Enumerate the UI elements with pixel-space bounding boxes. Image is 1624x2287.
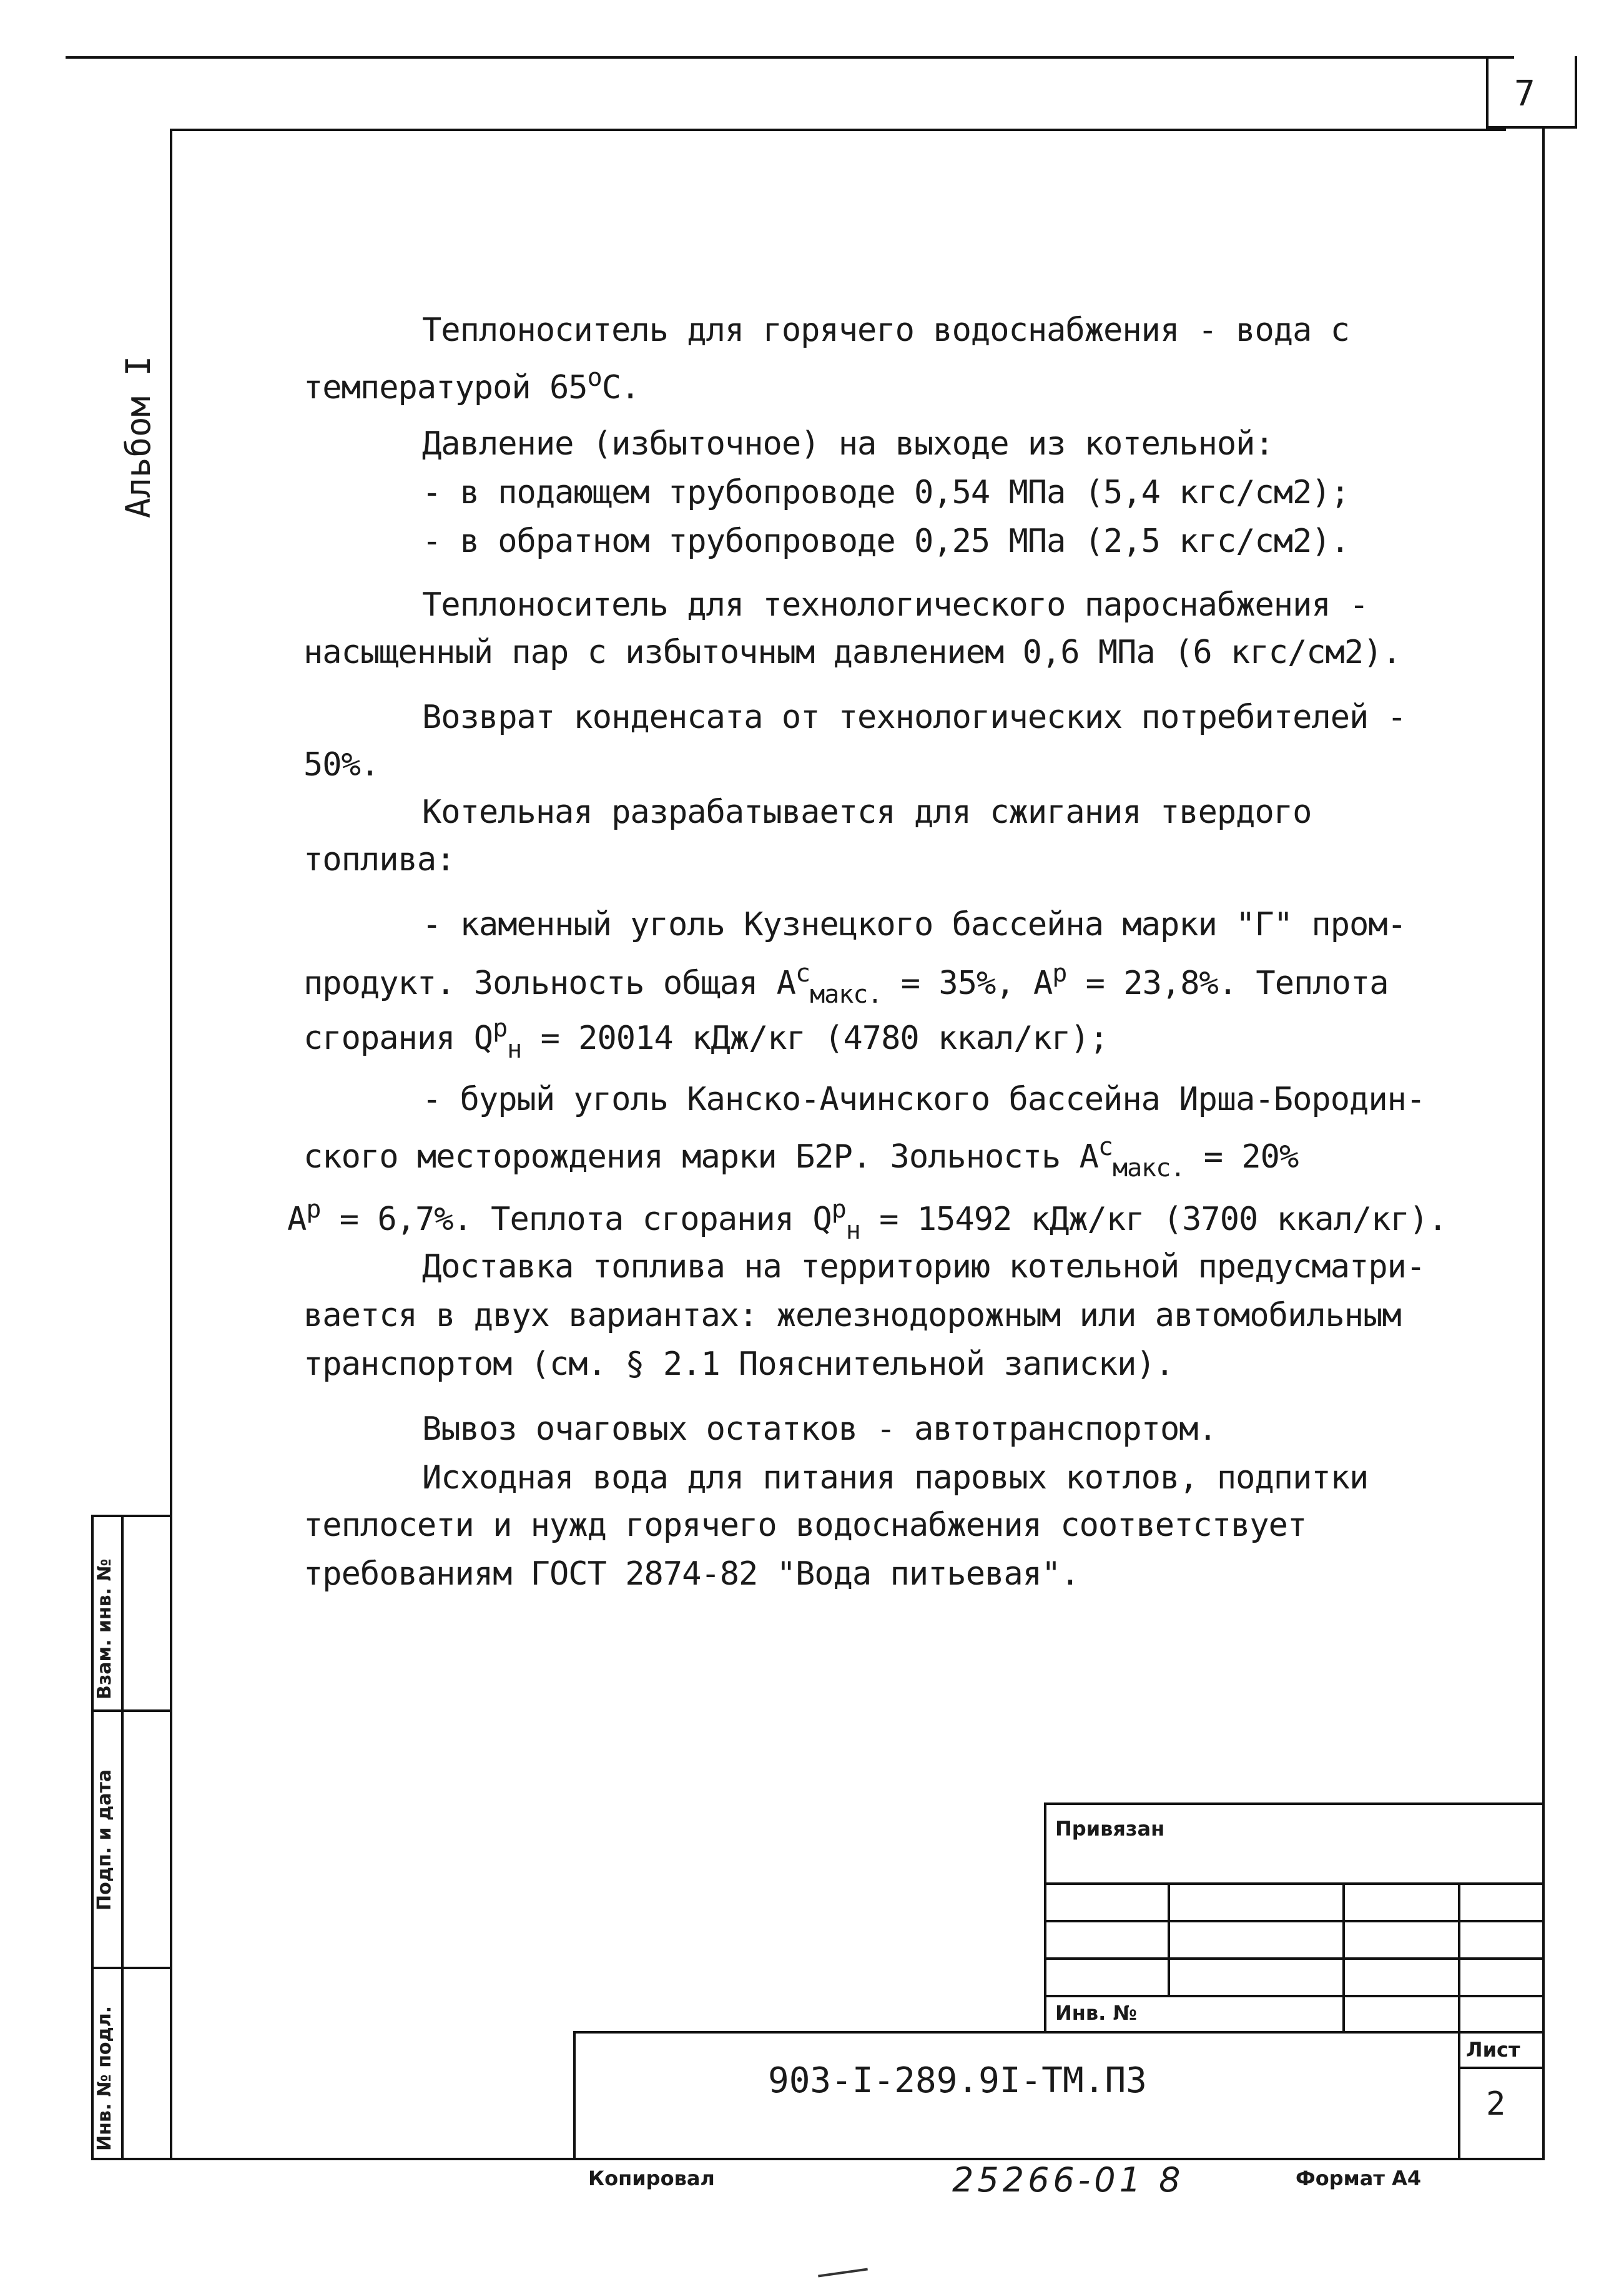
privyazan-row-2 xyxy=(1044,1920,1545,1922)
vzam-inv-label: Взам. инв. № xyxy=(94,1558,116,1699)
scan-mark xyxy=(818,2268,868,2277)
sheet-column-divider xyxy=(1458,2031,1460,2160)
p7-line2: ского месторождения марки Б2Р. Зольность $А^с_{макс.} = 20\%$ xyxy=(303,1133,1299,1183)
p1-line2: температурой $65^оС$. xyxy=(303,363,640,406)
p3-line1: Теплоноситель для технологического пароснабжения - xyxy=(422,586,1369,624)
p5-line2: топлива: xyxy=(303,841,455,878)
left-stamp-row-2 xyxy=(91,1967,172,1969)
privyazan-row-3 xyxy=(1044,1957,1545,1960)
inv-podl-label: Инв. № подл. xyxy=(94,2005,116,2151)
sheet-label: Лист xyxy=(1466,2038,1520,2062)
p2-line2: - в подающем трубопроводе 0,54 МПа (5,4 кгс/см2); xyxy=(422,474,1350,511)
p8-line1: Доставка топлива на территорию котельной предусматри- xyxy=(422,1248,1425,1286)
p6-line1: - каменный уголь Кузнецкого бассейна марки "Г" пром- xyxy=(422,906,1406,943)
privyazan-col-3 xyxy=(1458,1882,1460,2032)
p7-line3: $А^р = 6,7\%$. Теплота сгорания $Q^р_н = 15492$ кДж/кг (3700 ккал/кг). xyxy=(287,1195,1447,1245)
inv-no-label: Инв. № xyxy=(1055,2001,1137,2025)
podp-data-label: Подп. и дата xyxy=(94,1769,116,1911)
p3-line2: насыщенный пар с избыточным давлением 0,6 МПа (6 кгс/см2). xyxy=(303,634,1401,671)
page-number: 7 xyxy=(1514,74,1535,114)
sheet-number: 2 xyxy=(1486,2085,1506,2123)
privyazan-label: Привязан xyxy=(1055,1817,1165,1841)
privyazan-row-1 xyxy=(1044,1882,1545,1885)
album-label: Альбом I xyxy=(119,355,158,518)
doc-code: 903-I-289.9I-ТМ.ПЗ xyxy=(768,2060,1147,2101)
p2-line3: - в обратном трубопроводе 0,25 МПа (2,5 кгс/см2). xyxy=(422,523,1350,560)
p8-line3: транспортом (см. § 2.1 Пояснительной записки). xyxy=(303,1345,1174,1383)
p9-line1: Вывоз очаговых остатков - автотранспортом. xyxy=(422,1410,1217,1448)
kopiroval-label: Копировал xyxy=(588,2167,715,2190)
handwritten-code: 25266-01 8 xyxy=(952,2160,1184,2200)
left-stamp-row-1 xyxy=(91,1709,172,1712)
privyazan-col-1 xyxy=(1168,1882,1170,1995)
p2-line1: Давление (избыточное) на выходе из котельной: xyxy=(422,425,1274,463)
privyazan-col-2 xyxy=(1342,1882,1345,2032)
p4-line2: 50%. xyxy=(303,746,380,784)
p6-line2: продукт. Зольность общая $А^с_{макс.} = 35\%$, $А^р = 23,8\%$. Теплота xyxy=(303,959,1389,1009)
p1-line1: Теплоноситель для горячего водоснабжения - вода с xyxy=(422,312,1350,349)
privyazan-row-4 xyxy=(1044,1995,1545,1997)
p10-line2: теплосети и нужд горячего водоснабжения соответствует xyxy=(303,1507,1307,1544)
p10-line3: требованиям ГОСТ 2874-82 "Вода питьевая". xyxy=(303,1555,1080,1593)
top-edge-line xyxy=(66,56,1514,59)
p4-line1: Возврат конденсата от технологических потребителей - xyxy=(422,699,1406,736)
sheet-label-row xyxy=(1458,2067,1545,2069)
p10-line1: Исходная вода для питания паровых котлов, подпитки xyxy=(422,1459,1369,1497)
p5-line1: Котельная разрабатывается для сжигания твердого xyxy=(422,794,1312,831)
left-stamp-divider xyxy=(121,1515,124,2160)
format-label: Формат А4 xyxy=(1296,2167,1422,2190)
p6-line3: сгорания $Q^р_н = 20014$ кДж/кг (4780 ккал/кг); xyxy=(303,1014,1108,1064)
frame-top xyxy=(170,129,1506,131)
p7-line1: - бурый уголь Канско-Ачинского бассейна Ирша-Бородин- xyxy=(422,1081,1425,1118)
p8-line2: вается в двух вариантах: железнодорожным или автомобильным xyxy=(303,1297,1401,1334)
